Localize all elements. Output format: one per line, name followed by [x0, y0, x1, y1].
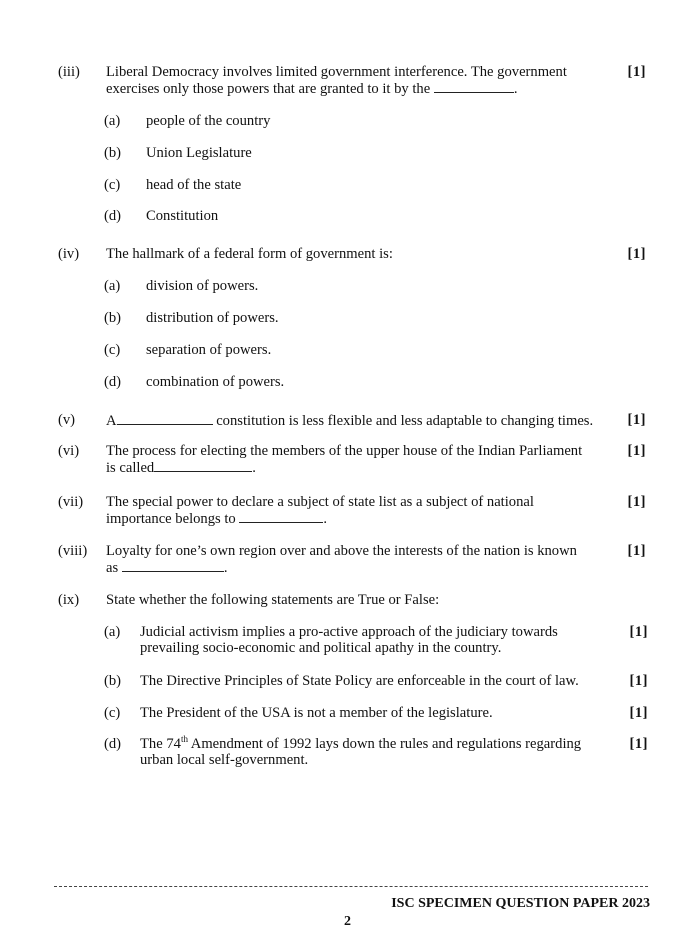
option-label: (d): [104, 374, 122, 390]
marks-badge: [1]: [627, 64, 646, 80]
option-text: people of the country: [146, 113, 271, 129]
option-text: distribution of powers.: [146, 310, 279, 326]
answer-blank: [117, 412, 213, 425]
statement-label: (a): [104, 624, 121, 640]
answer-blank: [122, 559, 224, 572]
option-label: (b): [104, 310, 122, 326]
marks-badge: [1]: [629, 736, 648, 752]
marks-badge: [1]: [627, 246, 646, 262]
question-text: [106, 64, 606, 97]
option-text: Constitution: [146, 208, 219, 224]
statement-label: (c): [104, 705, 121, 721]
option-label: (c): [104, 342, 121, 358]
option-label: (c): [104, 177, 121, 193]
option-text: separation of powers.: [146, 342, 272, 358]
statement-text: The President of the USA is not a member of the legislature.: [140, 705, 493, 721]
statement-text: The Directive Principles of State Policy are enforceable in the court of law.: [140, 673, 579, 689]
question-text: State whether the following statements are True or False:: [106, 592, 440, 608]
marks-badge: [1]: [627, 543, 646, 559]
answer-blank: [434, 80, 514, 93]
marks-badge: [1]: [627, 412, 646, 428]
question-text: [106, 494, 606, 527]
statement-label: (d): [104, 736, 122, 752]
option-text: Union Legislature: [146, 145, 252, 161]
marks-badge: [1]: [629, 673, 648, 689]
question-number: (iii): [58, 64, 80, 80]
statement-text: Judicial activism implies a pro-active approach of the judiciary towards prevailing socio-economic and political apathy in the country.: [140, 624, 558, 656]
option-label: (d): [104, 208, 122, 224]
question-line: as .: [106, 560, 228, 576]
footer-divider: [54, 886, 648, 887]
option-text: division of powers.: [146, 278, 259, 294]
question-text: A constitution is less flexible and less adaptable to changing times.: [106, 413, 594, 429]
marks-badge: [1]: [627, 443, 646, 459]
marks-badge: [1]: [629, 705, 648, 721]
question-number: (vi): [58, 443, 80, 459]
statement-text: The 74th Amendment of 1992 lays down the rules and regulations regarding urban local self-government.: [140, 734, 582, 768]
question-line: The special power to declare a subject of state list as a subject of national: [106, 494, 534, 510]
page-number: 2: [344, 914, 351, 929]
question-number: (v): [58, 412, 76, 428]
question-number: (viii): [58, 543, 88, 559]
question-text: [106, 443, 606, 476]
option-label: (a): [104, 113, 121, 129]
question-number: (vii): [58, 494, 84, 510]
question-text: The hallmark of a federal form of government is:: [106, 246, 393, 262]
option-text: combination of powers.: [146, 374, 285, 390]
question-line: Liberal Democracy involves limited government interference. The government: [106, 64, 567, 80]
question-text: [106, 543, 606, 576]
marks-badge: [1]: [627, 494, 646, 510]
answer-blank: [154, 459, 252, 472]
option-label: (a): [104, 278, 121, 294]
footer-title: ISC SPECIMEN QUESTION PAPER 2023: [391, 896, 650, 911]
answer-blank: [239, 510, 323, 523]
marks-badge: [1]: [629, 624, 648, 640]
question-number: (ix): [58, 592, 80, 608]
option-text: head of the state: [146, 177, 242, 193]
question-line: exercises only those powers that are granted to it by the .: [106, 81, 518, 97]
question-line: The process for electing the members of the upper house of the Indian Parliament: [106, 443, 583, 459]
statement-label: (b): [104, 673, 122, 689]
question-line: Loyalty for one’s own region over and above the interests of the nation is known: [106, 543, 577, 559]
question-line: importance belongs to .: [106, 511, 328, 527]
question-line: is called .: [106, 460, 256, 476]
option-label: (b): [104, 145, 122, 161]
question-number: (iv): [58, 246, 80, 262]
